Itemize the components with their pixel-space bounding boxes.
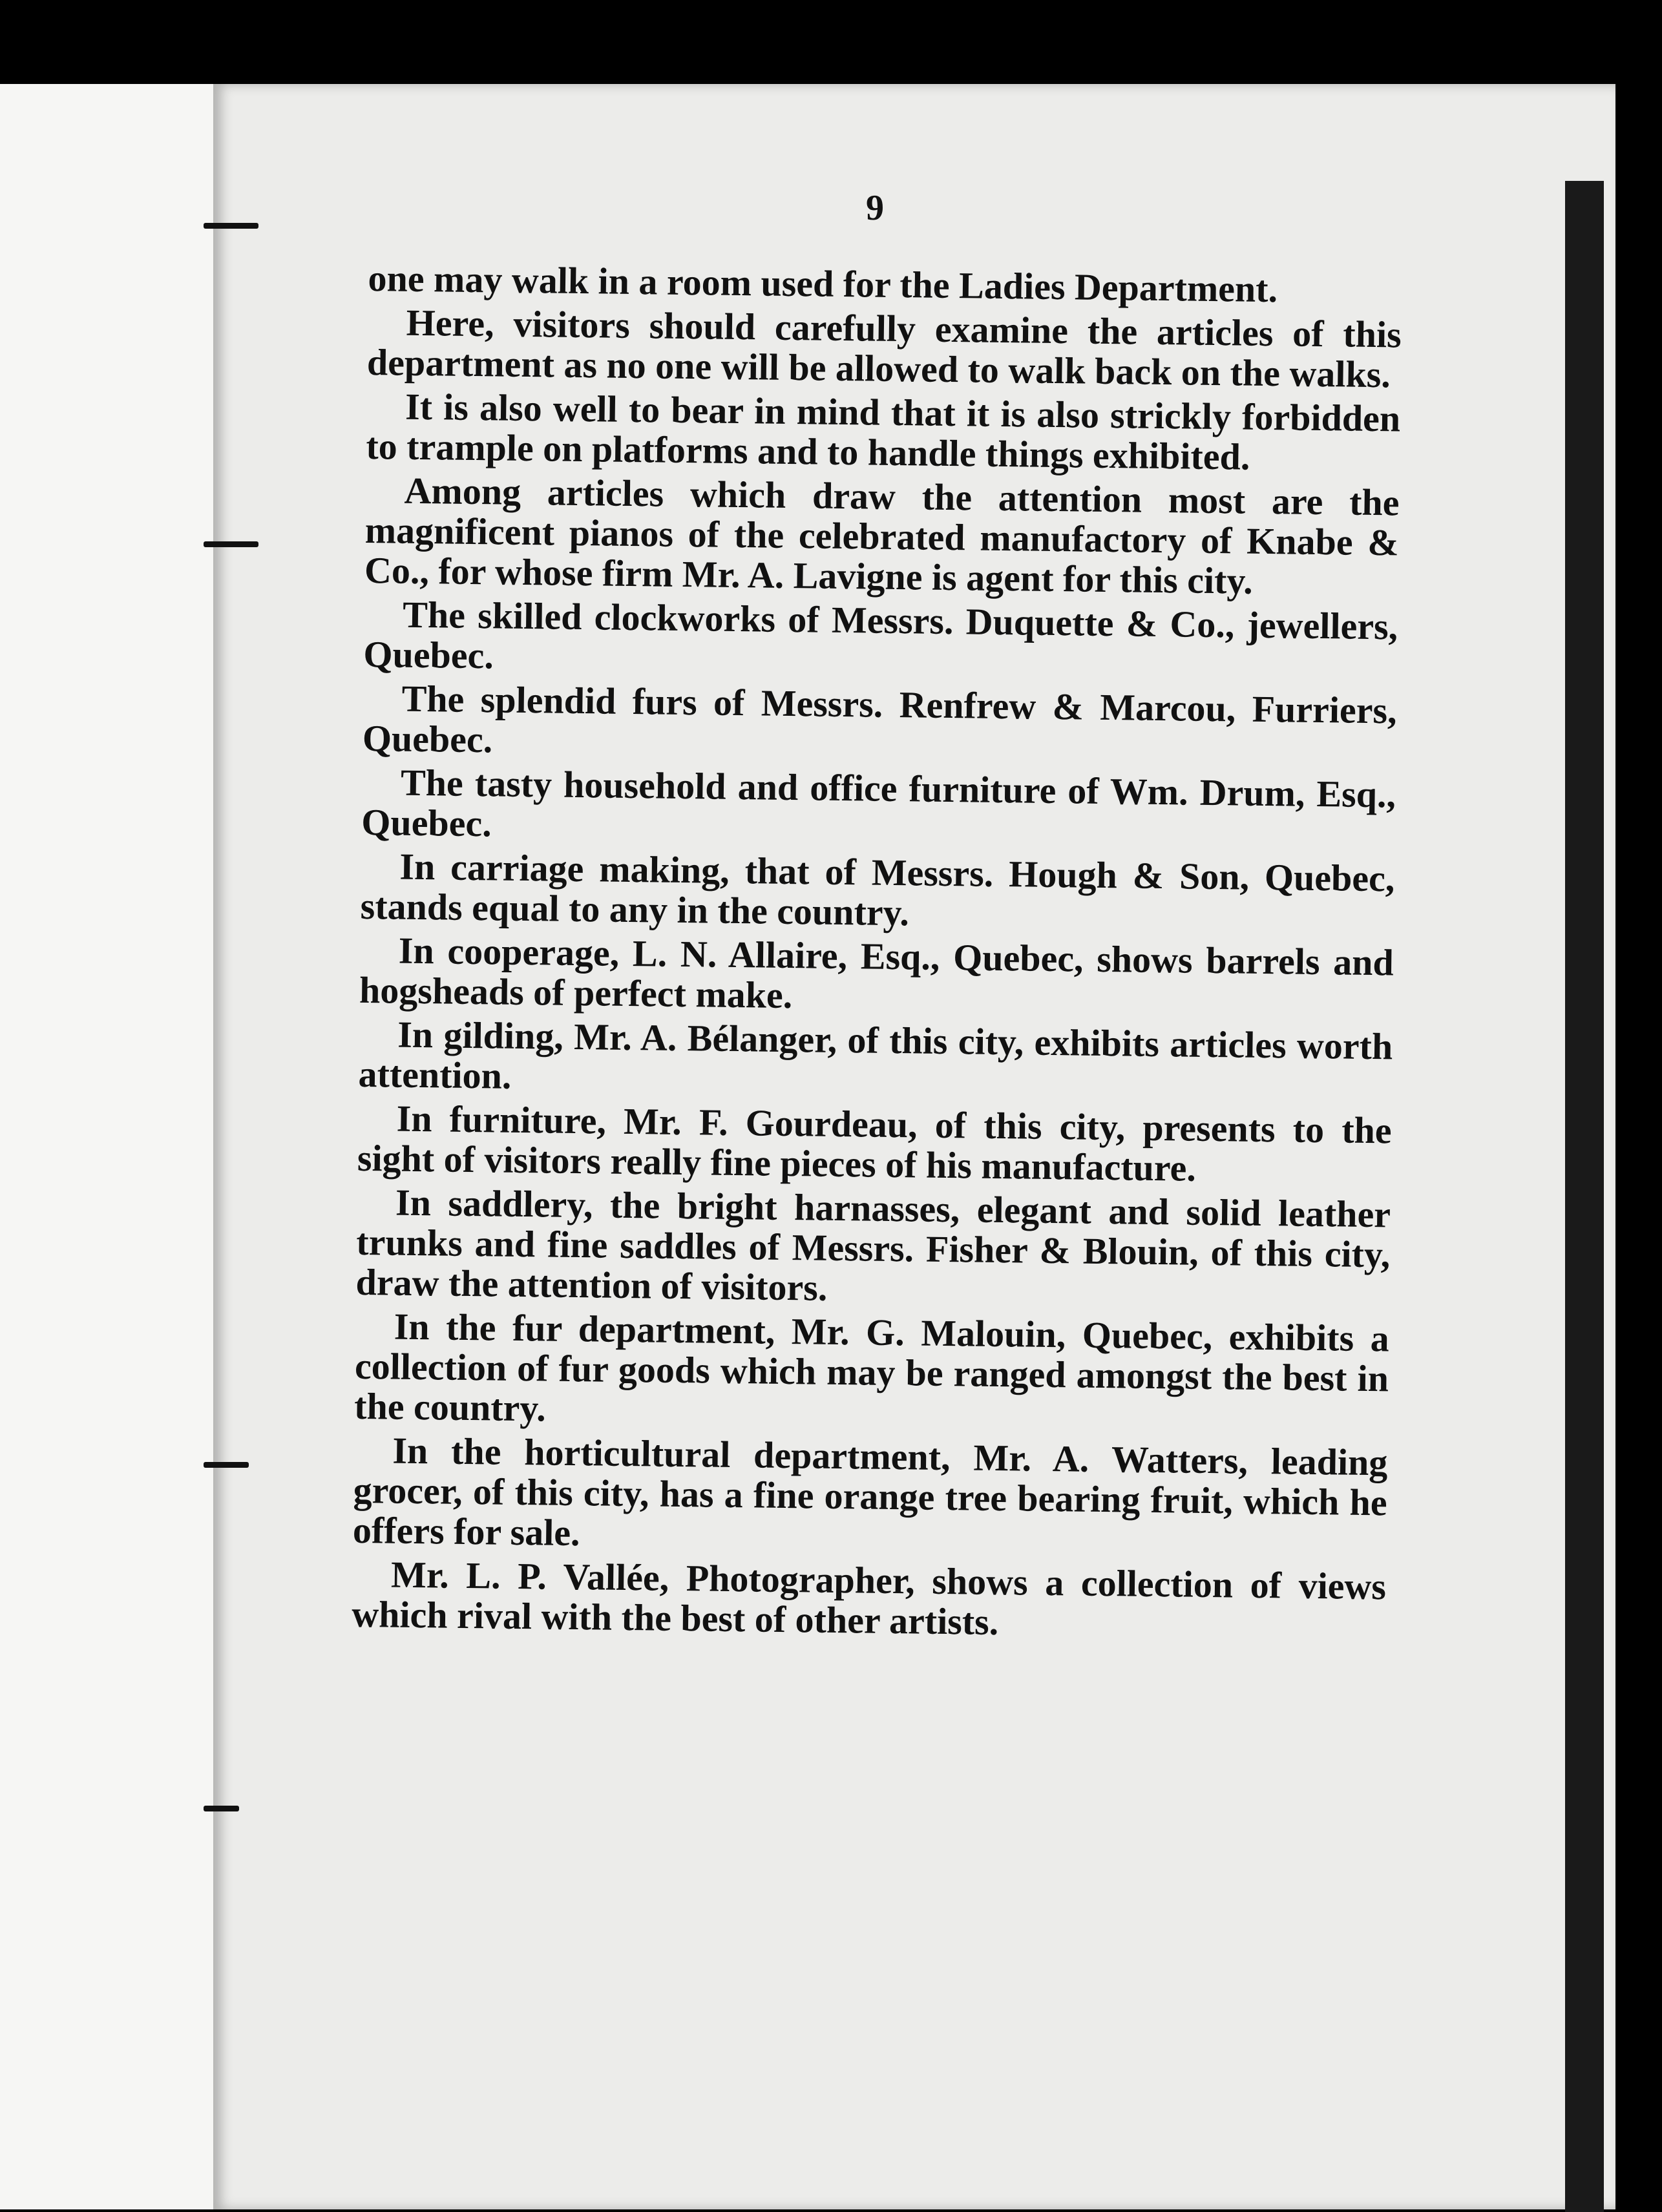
paragraph: In cooperage, L. N. Allaire, Esq., Quebec, shows barrels and hogsheads of perfect make. xyxy=(359,929,1394,1017)
paragraph: It is also well to bear in mind that it is also strickly forbidden to trample on platforms and to handle things exhibited. xyxy=(366,385,1401,478)
paragraph: Here, visitors should carefully examine the articles of this department as no one will be allowed to walk back on the walks. xyxy=(366,301,1402,396)
page-number: 9 xyxy=(866,188,884,228)
paragraph: In furniture, Mr. F. Gourdeau, of this city, presents to the sight of visitors really fine pieces of his manufacture. xyxy=(357,1097,1393,1189)
binding-mark xyxy=(204,541,258,547)
paragraph: The skilled clockworks of Messrs. Duquette & Co., jewellers, Quebec. xyxy=(363,593,1398,677)
paragraph: The tasty household and office furniture of Wm. Drum, Esq., Quebec. xyxy=(361,761,1396,845)
body-text xyxy=(352,258,1402,1651)
facing-page-margin xyxy=(0,84,213,2209)
paragraph: one may walk in a room used for the Ladies Department. xyxy=(368,257,1278,311)
binding-mark xyxy=(204,1462,249,1468)
paragraph: In saddlery, the bright harnasses, elegant and solid leather trunks and fine saddles of Messrs. Fisher & Blouin, of this city, draw the attention of visitors. xyxy=(355,1181,1391,1309)
page-edge-shadow xyxy=(1565,181,1604,2212)
binding-mark xyxy=(204,1806,239,1811)
binding-mark xyxy=(204,223,258,229)
paragraph: Among articles which draw the attention most are the magnificent pianos of the celebrated manufactory of Knabe & Co., for whose firm Mr. A. Lavigne is agent for this city. xyxy=(364,469,1400,602)
paragraph: Mr. L. P. Vallée, Photographer, shows a collection of views which rival with the best of other artists. xyxy=(351,1553,1387,1643)
paragraph: In gilding, Mr. A. Bélanger, of this city, exhibits articles worth attention. xyxy=(358,1013,1393,1097)
paragraph: In carriage making, that of Messrs. Hough & Son, Quebec, stands equal to any in the country. xyxy=(360,845,1395,934)
paragraph: In the horticultural department, Mr. A. Watters, leading grocer, of this city, has a fine orange tree bearing fruit, which he offers for sale. xyxy=(352,1429,1388,1554)
paragraph: In the fur department, Mr. G. Malouin, Quebec, exhibits a collection of fur goods which may be ranged amongst the best in the country. xyxy=(353,1305,1390,1430)
paragraph: The splendid furs of Messrs. Renfrew & Marcou, Furriers, Quebec. xyxy=(362,677,1397,761)
